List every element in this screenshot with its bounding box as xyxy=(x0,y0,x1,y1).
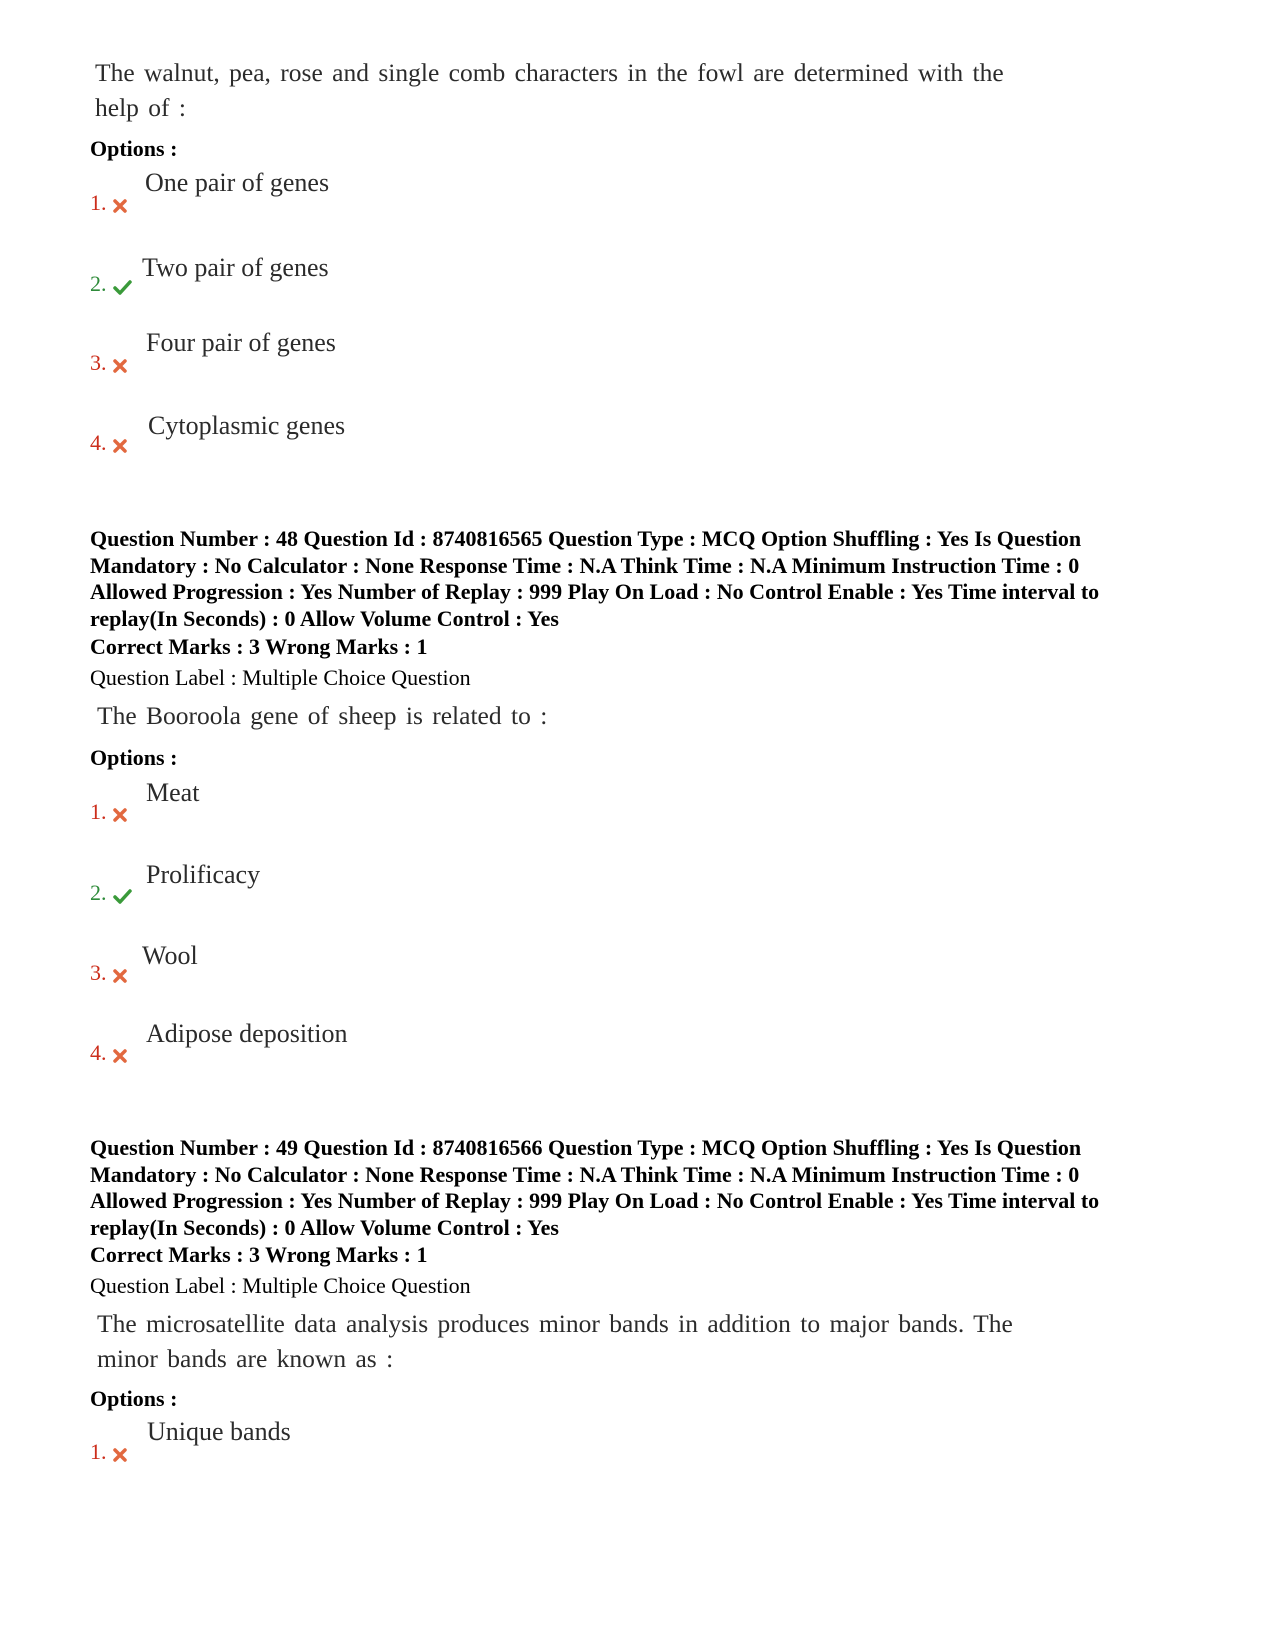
option-item xyxy=(90,1439,129,1465)
question-text-line: help of : xyxy=(95,93,186,122)
question-text-line: The walnut, pea, rose and single comb characters in the fowl are determined with the xyxy=(95,58,1004,87)
cross-icon xyxy=(111,197,129,215)
option-number: 3. xyxy=(90,350,107,375)
option-item xyxy=(90,350,129,376)
question-meta: Question Number : 48 Question Id : 8740816565 Question Type : MCQ Option Shuffling : Yes Is Question Mandatory : No Calculator : None Response Time : N.A Think Time : N.A Minimum Instruction Time : 0 Allowed Progression : Yes Number of Replay : 999 Play On Load : No Control Enable : Yes Time interval to replay(In Seconds) : 0 Allow Volume Control : Yes xyxy=(90,526,1100,631)
check-icon xyxy=(111,887,133,905)
cross-icon xyxy=(111,1446,129,1464)
option-item xyxy=(90,880,133,906)
options-heading: Options : xyxy=(90,745,178,770)
option-number: 3. xyxy=(90,960,107,985)
option-number: 1. xyxy=(90,1439,107,1464)
cross-icon xyxy=(111,967,129,985)
option-number: 2. xyxy=(90,271,107,296)
question-label: Question Label : Multiple Choice Question xyxy=(90,665,471,690)
question-text-line: minor bands are known as : xyxy=(97,1344,394,1373)
check-icon xyxy=(111,278,133,296)
option-text: Prolificacy xyxy=(146,860,261,889)
option-text: Two pair of genes xyxy=(142,253,329,282)
question-marks: Correct Marks : 3 Wrong Marks : 1 xyxy=(90,1242,428,1267)
option-number: 1. xyxy=(90,190,107,215)
option-text: Cytoplasmic genes xyxy=(148,411,346,440)
option-number: 4. xyxy=(90,1040,107,1065)
option-text: Unique bands xyxy=(147,1417,291,1446)
option-item xyxy=(90,271,133,297)
option-item xyxy=(90,799,129,825)
option-number: 2. xyxy=(90,880,107,905)
question-text: The Booroola gene of sheep is related to : xyxy=(97,701,548,730)
question-meta: Question Number : 49 Question Id : 8740816566 Question Type : MCQ Option Shuffling : Yes Is Question Mandatory : No Calculator : None Response Time : N.A Think Time : N.A Minimum Instruction Time : 0 Allowed Progression : Yes Number of Replay : 999 Play On Load : No Control Enable : Yes Time interval to replay(In Seconds) : 0 Allow Volume Control : Yes xyxy=(90,1135,1100,1240)
option-text: Meat xyxy=(146,778,200,807)
cross-icon xyxy=(111,437,129,455)
option-text: Four pair of genes xyxy=(146,328,336,357)
option-item xyxy=(90,960,129,986)
cross-icon xyxy=(111,806,129,824)
cross-icon xyxy=(111,1047,129,1065)
option-text: Adipose deposition xyxy=(146,1019,348,1048)
option-text: Wool xyxy=(142,941,198,970)
question-label: Question Label : Multiple Choice Question xyxy=(90,1273,471,1298)
cross-icon xyxy=(111,357,129,375)
option-text: One pair of genes xyxy=(145,168,330,197)
question-marks: Correct Marks : 3 Wrong Marks : 1 xyxy=(90,634,428,659)
option-item xyxy=(90,430,129,456)
options-heading: Options : xyxy=(90,1386,178,1411)
option-item xyxy=(90,190,129,216)
option-item xyxy=(90,1040,129,1066)
option-number: 4. xyxy=(90,430,107,455)
question-text-line: The microsatellite data analysis produces minor bands in addition to major bands. The xyxy=(97,1309,1013,1338)
options-heading: Options : xyxy=(90,136,178,161)
option-number: 1. xyxy=(90,799,107,824)
